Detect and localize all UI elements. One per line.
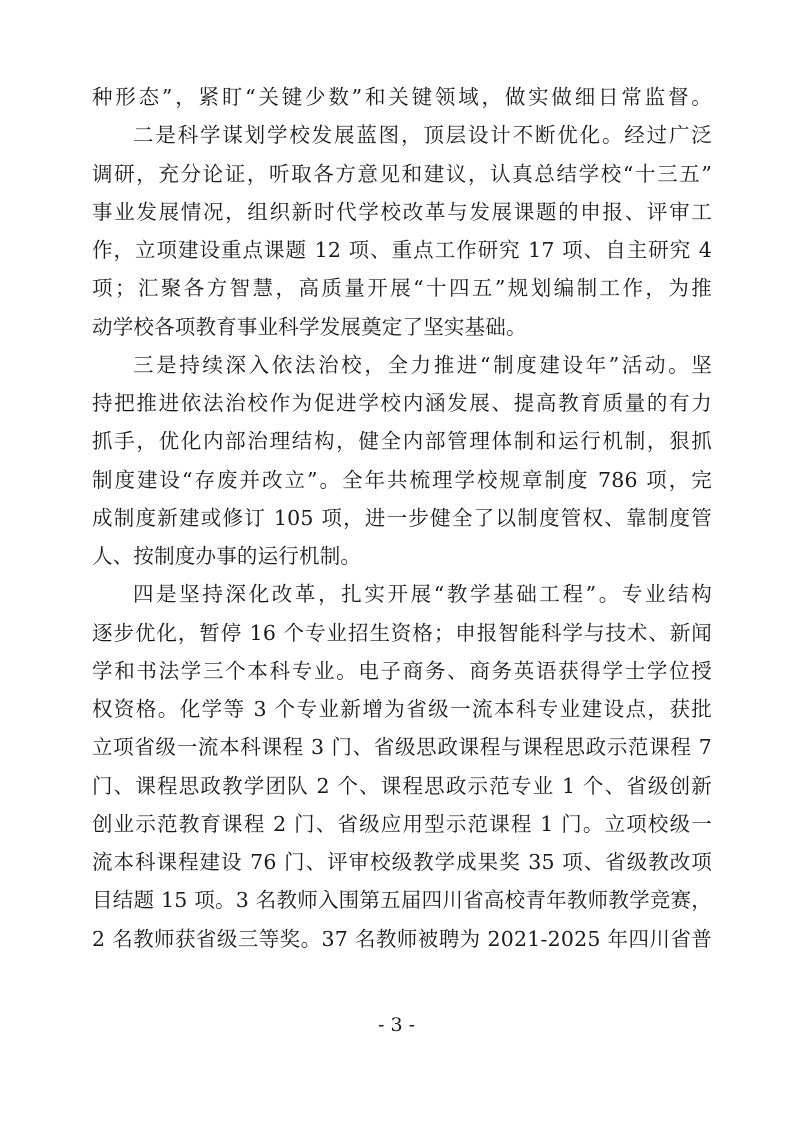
text-line: 制度建设“存废并改立”。全年共梳理学校规章制度 786 项，完 bbox=[92, 468, 712, 492]
paragraph-2-start: 二是科学谋划学校发展蓝图，顶层设计不断优化。经过广泛 bbox=[133, 123, 712, 147]
text-line: 种形态”，紧盯“关键少数”和关键领域，做实做细日常监督。 bbox=[92, 85, 712, 109]
text-line: 项；汇聚各方智慧，高质量开展“十四五”规划编制工作，为推 bbox=[92, 276, 712, 300]
text-line: 持把推进依法治校作为促进学校内涵发展、提高教育质量的有力 bbox=[92, 391, 712, 415]
text-line: 抓手，优化内部治理结构，健全内部管理体制和运行机制，狠抓 bbox=[92, 429, 712, 453]
text-line: 流本科课程建设 76 门、评审校级教学成果奖 35 项、省级教改项 bbox=[92, 850, 712, 874]
text-line: 目结题 15 项。3 名教师入围第五届四川省高校青年教师教学竞赛， bbox=[92, 888, 712, 912]
text-line: 逐步优化，暂停 16 个专业招生资格；申报智能科学与技术、新闻 bbox=[92, 621, 712, 645]
text-line: 成制度新建或修订 105 项，进一步健全了以制度管权、靠制度管 bbox=[92, 506, 712, 530]
paragraph-3-start: 三是持续深入依法治校，全力推进“制度建设年”活动。坚 bbox=[133, 353, 712, 377]
text-line: 立项省级一流本科课程 3 门、省级思政课程与课程思政示范课程 7 bbox=[92, 735, 712, 759]
text-line: 事业发展情况，组织新时代学校改革与发展课题的申报、评审工 bbox=[92, 200, 712, 224]
text-line: 创业示范教育课程 2 门、省级应用型示范课程 1 门。立项校级一 bbox=[92, 812, 712, 836]
paragraph-4-start: 四是坚持深化改革，扎实开展“教学基础工程”。专业结构 bbox=[133, 582, 712, 606]
text-line: 人、按制度办事的运行机制。 bbox=[92, 544, 362, 568]
text-line: 作，立项建设重点课题 12 项、重点工作研究 17 项、自主研究 4 bbox=[92, 238, 712, 262]
text-line: 调研，充分论证，听取各方意见和建议，认真总结学校“十三五” bbox=[92, 162, 712, 186]
text-line: 门、课程思政教学团队 2 个、课程思政示范专业 1 个、省级创新 bbox=[92, 774, 712, 798]
text-line: 动学校各项教育事业科学发展奠定了坚实基础。 bbox=[92, 315, 527, 339]
text-line: 权资格。化学等 3 个专业新增为省级一流本科专业建设点，获批 bbox=[92, 697, 712, 721]
text-line: 学和书法学三个本科专业。电子商务、商务英语获得学士学位授 bbox=[92, 659, 712, 683]
page-number: - 3 - bbox=[377, 1014, 415, 1036]
text-line: 2 名教师获省级三等奖。37 名教师被聘为 2021-2025 年四川省普 bbox=[92, 927, 712, 951]
